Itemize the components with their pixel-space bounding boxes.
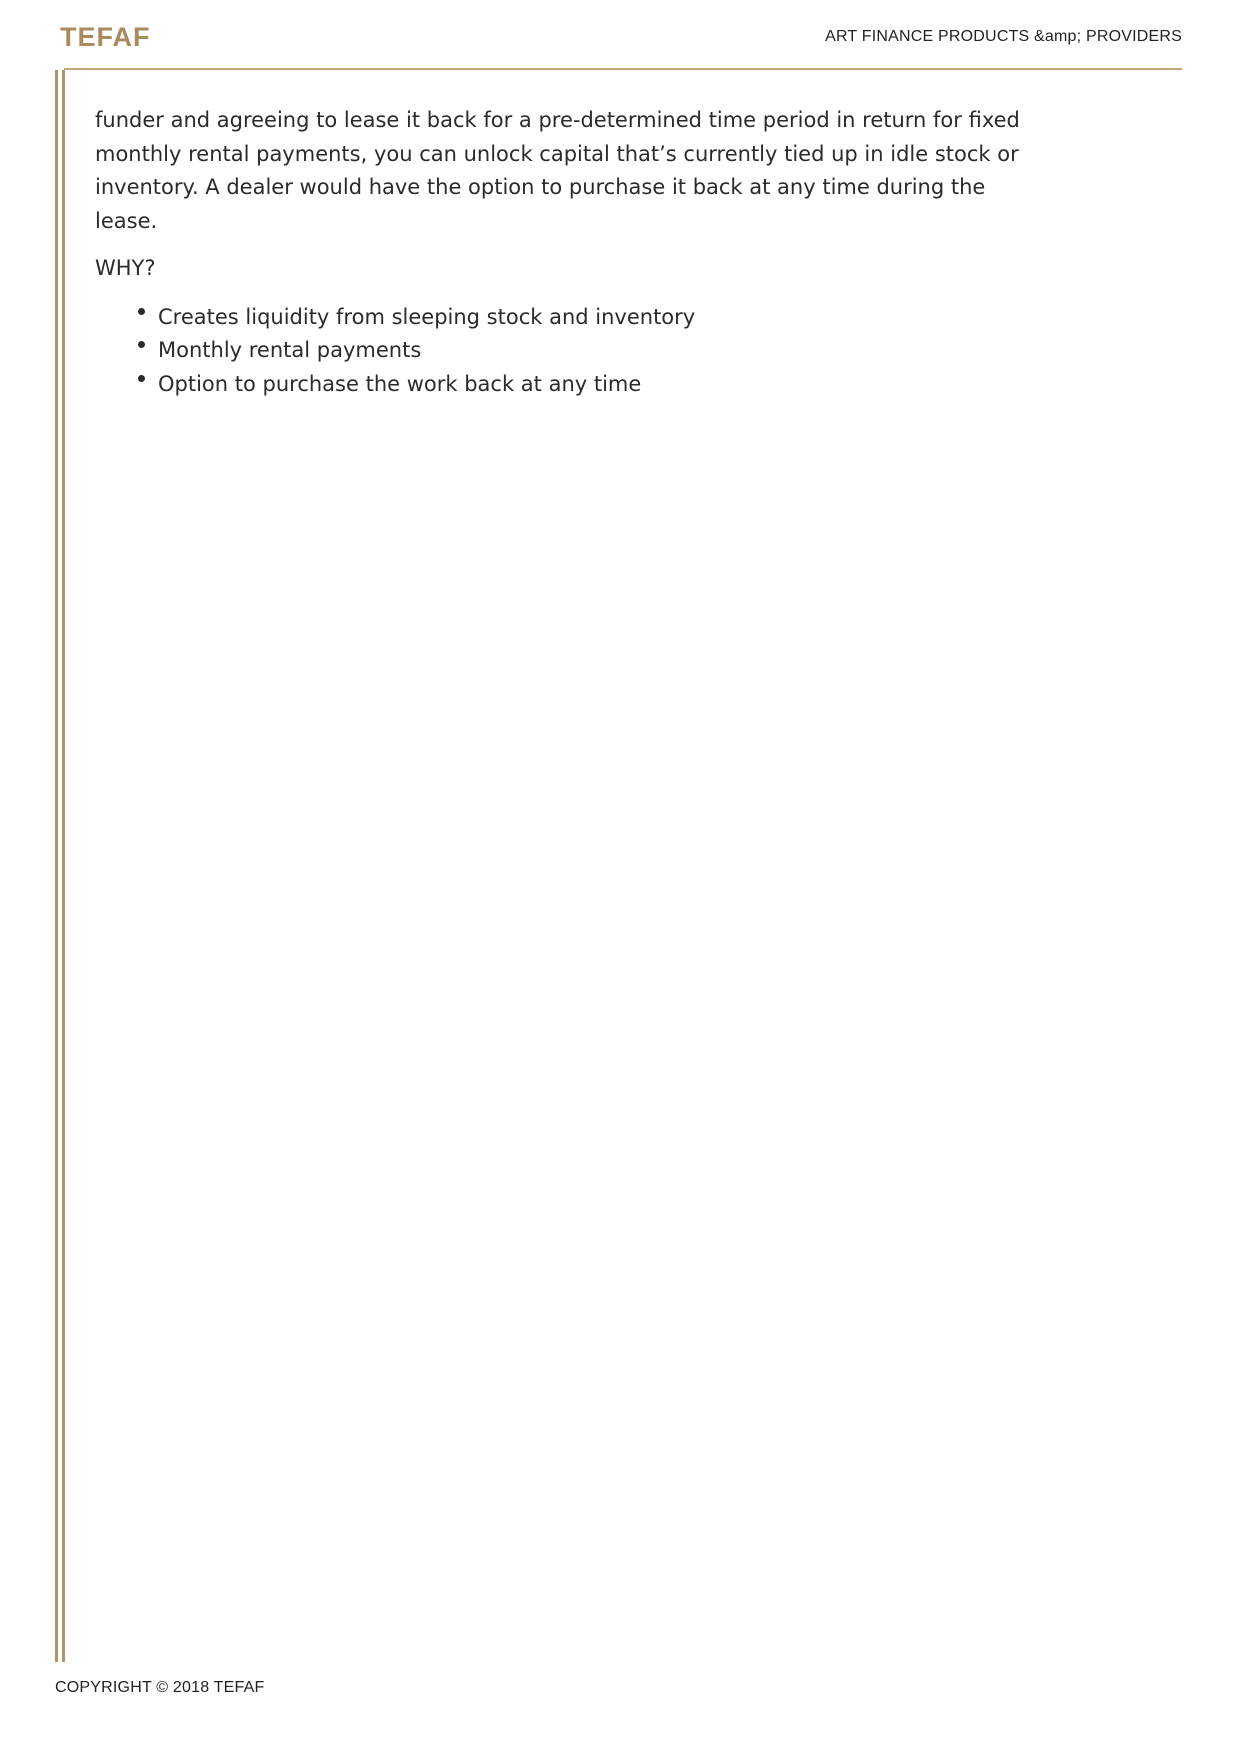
list-item — [95, 301, 1035, 335]
section-title: ART FINANCE PRODUCTS &amp; PROVIDERS — [825, 28, 1182, 45]
bullet-icon — [138, 375, 145, 382]
list-item — [95, 368, 1035, 402]
tefaf-logo: TEFAF — [60, 22, 151, 52]
header-divider — [64, 68, 1182, 70]
why-heading: WHY? — [95, 256, 156, 280]
list-item-text: Creates liquidity from sleeping stock and inventory — [158, 304, 696, 329]
bullet-icon — [138, 341, 145, 348]
list-item-text: Monthly rental payments — [158, 338, 422, 362]
list-item — [95, 334, 1035, 368]
copyright-footer: COPYRIGHT © 2018 TEFAF — [55, 1679, 265, 1696]
left-margin-rule-outer — [55, 70, 58, 1662]
list-item-text: Option to purchase the work back at any time — [158, 371, 642, 396]
page-content — [95, 104, 1035, 401]
left-margin-rule-inner — [62, 70, 65, 1662]
body-paragraph: funder and agreeing to lease it back for a pre-determined time period in return for fixed monthly rental payments, you can unlock capital that’s currently tied up in idle stock or inventory. A dealer would have the option to purchase it back at any time during the lease. — [95, 108, 1020, 233]
benefits-list — [95, 301, 1035, 402]
bullet-icon — [138, 308, 145, 315]
